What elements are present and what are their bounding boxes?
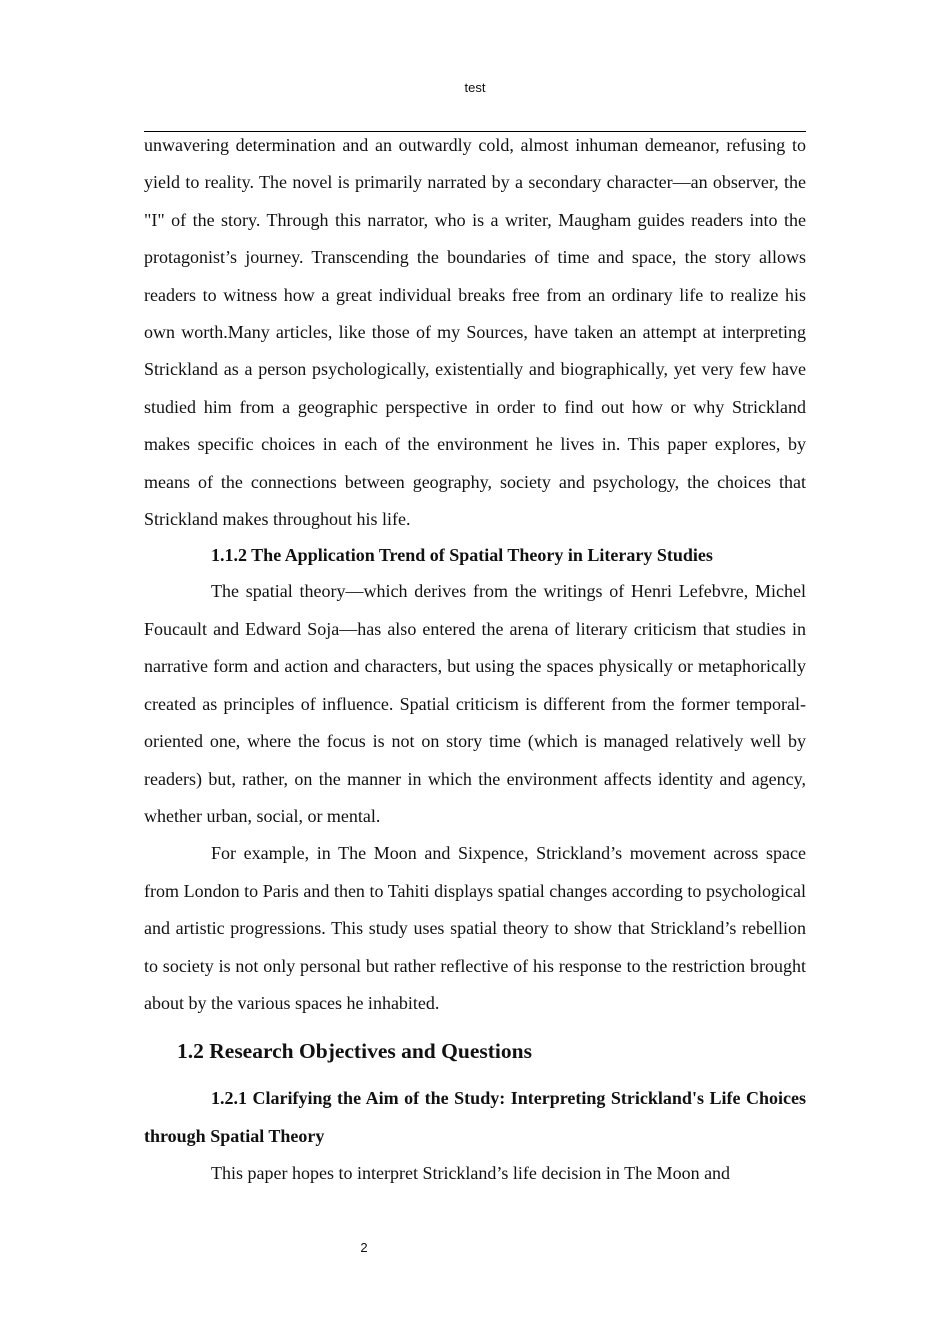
- section-heading-1-2: 1.2 Research Objectives and Questions: [177, 1039, 532, 1064]
- page-number: 2: [360, 1240, 368, 1255]
- paragraph-spatial-theory: The spatial theory—which derives from the writings of Henri Lefebvre, Michel Foucault and Edward Soja—has also entered the arena of literary criticism that studies in narrative form and action and characters, but using the spaces physically or metaphorically created as principles of influence. Spatial criticism is different from the former temporal-oriented one, where the focus is not on story time (which is managed relatively well by readers) but, rather, on the manner in which the environment affects identity and agency, whether urban, social, or mental.: [144, 581, 806, 826]
- section-heading-1-2-1: 1.2.1 Clarifying the Aim of the Study: Interpreting Strickland's Life Choices through Spatial Theory: [144, 1088, 806, 1146]
- page-header-title: test: [464, 80, 486, 95]
- paragraph-aim: This paper hopes to interpret Strickland’s life decision in The Moon and: [211, 1163, 731, 1184]
- section-heading-1-1-2: 1.1.2 The Application Trend of Spatial Theory in Literary Studies: [211, 545, 713, 566]
- paragraph-example: For example, in The Moon and Sixpence, Strickland’s movement across space from London to Paris and then to Tahiti displays spatial changes according to psychological and artistic progressions. This study uses spatial theory to show that Strickland’s rebellion to society is not only personal but rather reflective of his response to the restriction brought about by the various spaces he inhabited.: [144, 843, 806, 1013]
- document-body: [144, 127, 806, 1193]
- paragraph-intro-continued: unwavering determination and an outwardly cold, almost inhuman demeanor, refusing to yield to reality. The novel is primarily narrated by a secondary character—an observer, the "I" of the story. Through this narrator, who is a writer, Maugham guides readers into the protagonist’s journey. Transcending the boundaries of time and space, the story allows readers to witness how a great individual breaks free from an ordinary life to realize his own worth.Many articles, like those of my Sources, have taken an attempt at interpreting Strickland as a person psychologically, existentially and biographically, yet very few have studied him from a geographic perspective in order to find out how or why Strickland makes specific choices in each of the environment he lives in. This paper explores, by means of the connections between geography, society and psychology, the choices that Strickland makes throughout his life.: [144, 135, 806, 530]
